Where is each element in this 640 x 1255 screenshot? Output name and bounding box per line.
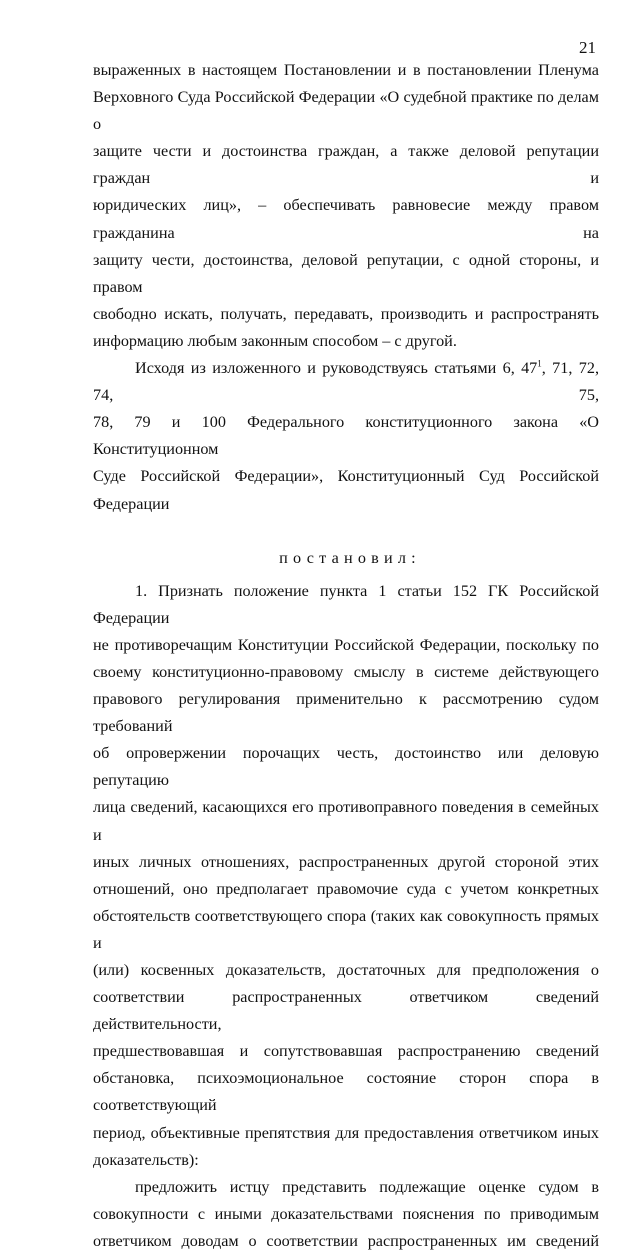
ruling-paragraph-line: об опровержении порочащих честь, достоинство или деловую репутацию (93, 744, 599, 790)
preamble-paragraph-line (93, 355, 599, 409)
ruling-paragraph-line: отношений, оно предполагает правомочие суда с учетом конкретных (93, 879, 599, 898)
ruling-paragraph-line: обстановка, психоэмоциональное состояние сторон спора в соответствующий (93, 1069, 599, 1115)
instruction-paragraph-line: совокупности с иными доказательствами пояснения по приводимым (93, 1204, 599, 1223)
paragraph-continuation-line: юридических лиц», – обеспечивать равновесие между правом гражданина на (93, 196, 599, 242)
preamble-text: , 71, 72, 74, 75, (93, 359, 600, 405)
preamble-text: Исходя из изложенного и руководствуясь статьями 6, 47 (135, 359, 538, 378)
ruling-paragraph-line: лица сведений, касающихся его противоправного поведения в семейных и (93, 798, 599, 844)
ruling-paragraph-line: период, объективные препятствия для предоставления ответчиком иных (93, 1123, 599, 1142)
ruling-paragraph-line: предшествовавшая и сопутствовавшая распространению сведений (93, 1042, 599, 1061)
ruling-paragraph-line: доказательств): (93, 1150, 199, 1169)
document-body (93, 57, 599, 1255)
article-superscript: 1 (537, 358, 542, 369)
preamble-paragraph-line: 78, 79 и 100 Федерального конституционного закона «О Конституционном (93, 413, 599, 459)
ruling-paragraph-line: не противоречащим Конституции Российской Федерации, поскольку по (93, 635, 599, 654)
ruling-paragraph-line: соответствии распространенных ответчиком сведений действительности, (93, 988, 599, 1034)
page-number: 21 (579, 38, 596, 57)
paragraph-continuation-line: информацию любым законным способом – с другой. (93, 331, 457, 350)
paragraph-continuation-line: защиту чести, достоинства, деловой репутации, с одной стороны, и правом (93, 250, 599, 296)
paragraph-continuation-line: выраженных в настоящем Постановлении и в постановлении Пленума (93, 61, 599, 79)
instruction-paragraph-line: ответчиком доводам о соответствии распространенных им сведений (93, 1231, 599, 1250)
instruction-paragraph-line: предложить истцу представить подлежащие оценке судом в (135, 1177, 599, 1196)
ruling-paragraph-line: 1. Признать положение пункта 1 статьи 152 ГК Российской Федерации (93, 581, 599, 627)
ruling-paragraph-line: своему конституционно-правовому смыслу в системе действующего (93, 662, 599, 681)
ruling-paragraph-line: обстоятельств соответствующего спора (таких как совокупность прямых и (93, 906, 599, 952)
ruling-paragraph-line: (или) косвенных доказательств, достаточных для предположения о (93, 961, 599, 979)
decision-heading: постановил: (279, 548, 421, 567)
paragraph-continuation-line: Верховного Суда Российской Федерации «О судебной практике по делам о (93, 88, 599, 134)
ruling-paragraph-line: правового регулирования применительно к рассмотрению судом требований (93, 690, 599, 736)
paragraph-continuation-line: свободно искать, получать, передавать, производить и распространять (93, 304, 599, 323)
ruling-paragraph-line: иных личных отношениях, распространенных другой стороной этих (93, 852, 599, 871)
preamble-paragraph-line: Суде Российской Федерации», Конституционный Суд Российской Федерации (93, 467, 599, 513)
paragraph-continuation-line: защите чести и достоинства граждан, а также деловой репутации граждан и (93, 142, 599, 188)
